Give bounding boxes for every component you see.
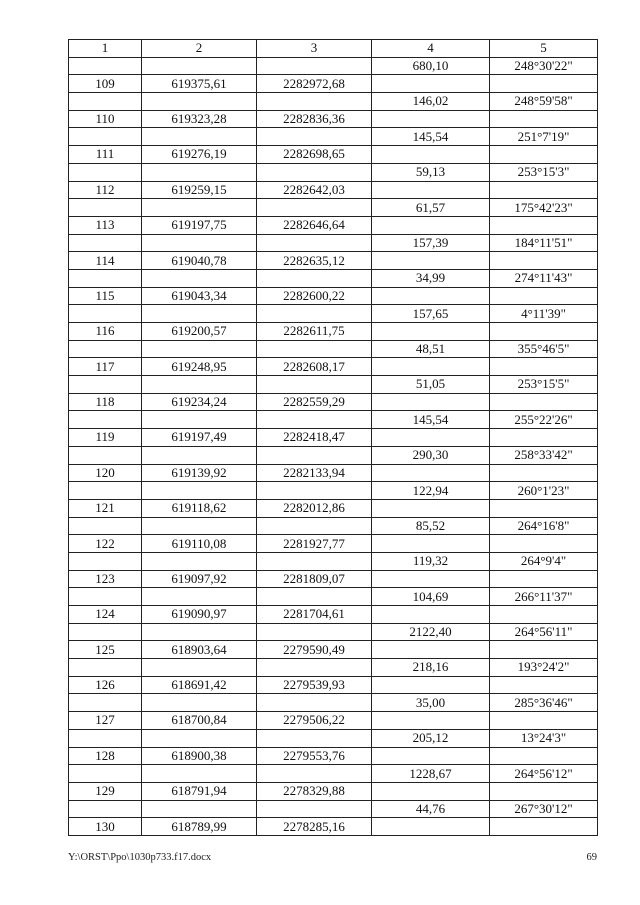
table-cell: 116 <box>69 323 142 341</box>
table-cell: 114 <box>69 252 142 270</box>
table-cell: 290,30 <box>372 446 490 464</box>
table-row <box>69 340 598 358</box>
table-cell: 258°33'42" <box>490 446 598 464</box>
table-cell <box>372 110 490 128</box>
table-cell <box>490 216 598 234</box>
table-cell: 618903,64 <box>142 641 257 659</box>
table-cell: 1228,67 <box>372 765 490 783</box>
table-cell <box>69 163 142 181</box>
table-cell <box>490 606 598 624</box>
table-cell <box>69 57 142 75</box>
table-cell: 175°42'23" <box>490 199 598 217</box>
table-cell: 2279590,49 <box>257 641 372 659</box>
table-cell <box>142 57 257 75</box>
table-row <box>69 800 598 818</box>
table-row <box>69 446 598 464</box>
table-cell: 145,54 <box>372 128 490 146</box>
column-header: 3 <box>257 40 372 58</box>
table-cell: 266°11'37" <box>490 588 598 606</box>
table-cell: 2282836,36 <box>257 110 372 128</box>
table-cell <box>257 659 372 677</box>
table-row <box>69 376 598 394</box>
page-number: 69 <box>586 852 597 863</box>
table-cell <box>69 305 142 323</box>
table-cell <box>69 800 142 818</box>
table-cell: 619040,78 <box>142 252 257 270</box>
table-cell <box>372 606 490 624</box>
table-cell: 619097,92 <box>142 570 257 588</box>
table-cell: 2281927,77 <box>257 535 372 553</box>
table-row <box>69 588 598 606</box>
table-cell: 193°24'2" <box>490 659 598 677</box>
table-cell <box>372 747 490 765</box>
table-cell <box>372 712 490 730</box>
table-cell <box>257 340 372 358</box>
table-cell <box>372 570 490 588</box>
table-cell <box>372 499 490 517</box>
table-cell: 113 <box>69 216 142 234</box>
table-cell: 253°15'5" <box>490 376 598 394</box>
table-cell: 618789,99 <box>142 818 257 836</box>
table-cell <box>490 676 598 694</box>
table-row <box>69 234 598 252</box>
table-row <box>69 393 598 411</box>
table-cell: 2282133,94 <box>257 464 372 482</box>
table-cell <box>142 199 257 217</box>
table-cell <box>142 128 257 146</box>
table-cell: 2282635,12 <box>257 252 372 270</box>
table-cell: 13°24'3" <box>490 729 598 747</box>
page-footer <box>68 852 597 868</box>
table-cell: 618700,84 <box>142 712 257 730</box>
table-cell: 115 <box>69 287 142 305</box>
table-cell <box>257 411 372 429</box>
table-cell: 619118,62 <box>142 499 257 517</box>
table-cell <box>372 323 490 341</box>
table-cell <box>490 181 598 199</box>
table-row <box>69 623 598 641</box>
table-cell: 619043,34 <box>142 287 257 305</box>
table-cell <box>257 163 372 181</box>
table-cell <box>142 800 257 818</box>
table-cell <box>69 411 142 429</box>
table-cell <box>372 358 490 376</box>
table-row <box>69 659 598 677</box>
table-cell <box>69 376 142 394</box>
column-header: 2 <box>142 40 257 58</box>
table-cell <box>490 499 598 517</box>
table-cell: 619323,28 <box>142 110 257 128</box>
table-cell: 127 <box>69 712 142 730</box>
table-row <box>69 57 598 75</box>
table-cell: 111 <box>69 146 142 164</box>
table-row <box>69 676 598 694</box>
table-cell: 157,39 <box>372 234 490 252</box>
table-cell <box>257 588 372 606</box>
table-cell: 117 <box>69 358 142 376</box>
table-cell <box>490 570 598 588</box>
table-cell <box>69 234 142 252</box>
table-cell: 2282600,22 <box>257 287 372 305</box>
table-cell <box>142 340 257 358</box>
table-cell: 122 <box>69 535 142 553</box>
table-row <box>69 606 598 624</box>
table-row <box>69 128 598 146</box>
table-cell <box>69 659 142 677</box>
table-cell <box>69 446 142 464</box>
table-cell: 253°15'3" <box>490 163 598 181</box>
table-cell <box>490 712 598 730</box>
table-cell: 680,10 <box>372 57 490 75</box>
column-header: 1 <box>69 40 142 58</box>
table-cell: 285°36'46" <box>490 694 598 712</box>
table-row <box>69 269 598 287</box>
table-row <box>69 358 598 376</box>
table-cell <box>69 517 142 535</box>
table-row <box>69 552 598 570</box>
table-cell: 48,51 <box>372 340 490 358</box>
table-cell: 2282698,65 <box>257 146 372 164</box>
table-cell <box>69 93 142 111</box>
table-cell: 44,76 <box>372 800 490 818</box>
table-cell <box>257 800 372 818</box>
table-cell <box>372 287 490 305</box>
table-row <box>69 163 598 181</box>
table-cell: 157,65 <box>372 305 490 323</box>
table-header-row <box>69 40 598 58</box>
table-cell: 274°11'43" <box>490 269 598 287</box>
table-cell: 2282012,86 <box>257 499 372 517</box>
table-cell: 264°9'4" <box>490 552 598 570</box>
table-cell <box>69 128 142 146</box>
table-cell <box>142 623 257 641</box>
table-cell: 119,32 <box>372 552 490 570</box>
table-cell <box>372 535 490 553</box>
table-cell <box>142 482 257 500</box>
table-cell: 104,69 <box>372 588 490 606</box>
table-cell <box>142 305 257 323</box>
table-cell <box>257 57 372 75</box>
table-cell: 619276,19 <box>142 146 257 164</box>
table-row <box>69 818 598 836</box>
table-cell <box>69 199 142 217</box>
table-cell <box>372 641 490 659</box>
column-header: 5 <box>490 40 598 58</box>
table-row <box>69 517 598 535</box>
table-cell <box>142 411 257 429</box>
table-cell: 146,02 <box>372 93 490 111</box>
table-cell: 251°7'19" <box>490 128 598 146</box>
table-cell <box>69 729 142 747</box>
table-cell <box>372 216 490 234</box>
table-cell: 85,52 <box>372 517 490 535</box>
table-cell <box>490 75 598 93</box>
table-cell: 121 <box>69 499 142 517</box>
table-cell <box>490 358 598 376</box>
table-cell <box>257 623 372 641</box>
table-cell <box>257 93 372 111</box>
coordinates-table <box>68 39 598 836</box>
table-row <box>69 782 598 800</box>
table-cell <box>490 464 598 482</box>
table-cell <box>69 623 142 641</box>
table-cell <box>257 376 372 394</box>
table-row <box>69 146 598 164</box>
table-cell: 145,54 <box>372 411 490 429</box>
table-row <box>69 570 598 588</box>
table-cell: 119 <box>69 429 142 447</box>
table-cell: 124 <box>69 606 142 624</box>
column-header: 4 <box>372 40 490 58</box>
table-cell: 355°46'5" <box>490 340 598 358</box>
table-cell <box>142 659 257 677</box>
table-cell: 618791,94 <box>142 782 257 800</box>
table-row <box>69 499 598 517</box>
table-cell: 61,57 <box>372 199 490 217</box>
table-cell <box>372 252 490 270</box>
table-cell: 109 <box>69 75 142 93</box>
table-cell <box>372 818 490 836</box>
table-cell <box>69 694 142 712</box>
table-row <box>69 747 598 765</box>
table-cell <box>257 446 372 464</box>
table-row <box>69 482 598 500</box>
table-cell <box>372 146 490 164</box>
table-cell <box>372 782 490 800</box>
table-cell: 2279539,93 <box>257 676 372 694</box>
table-row <box>69 305 598 323</box>
table-cell <box>372 393 490 411</box>
table-row <box>69 93 598 111</box>
table-cell <box>69 765 142 783</box>
table-cell: 126 <box>69 676 142 694</box>
table-row <box>69 729 598 747</box>
table-cell: 619234,24 <box>142 393 257 411</box>
table-row <box>69 252 598 270</box>
table-row <box>69 694 598 712</box>
table-row <box>69 181 598 199</box>
table-cell <box>142 234 257 252</box>
table-cell: 618900,38 <box>142 747 257 765</box>
table-cell: 619090,97 <box>142 606 257 624</box>
table-cell <box>142 163 257 181</box>
table-cell: 267°30'12" <box>490 800 598 818</box>
table-cell: 130 <box>69 818 142 836</box>
table-cell <box>490 429 598 447</box>
table-row <box>69 712 598 730</box>
table-cell: 619197,49 <box>142 429 257 447</box>
table-cell <box>372 429 490 447</box>
table-cell <box>142 269 257 287</box>
table-cell <box>257 199 372 217</box>
table-cell <box>257 552 372 570</box>
table-cell <box>142 552 257 570</box>
table-row <box>69 323 598 341</box>
table-cell: 619139,92 <box>142 464 257 482</box>
table-cell <box>69 552 142 570</box>
table-cell <box>490 535 598 553</box>
table-cell: 4°11'39" <box>490 305 598 323</box>
table-cell <box>490 252 598 270</box>
table-cell: 129 <box>69 782 142 800</box>
table-row <box>69 110 598 128</box>
table-cell <box>69 269 142 287</box>
table-cell <box>257 128 372 146</box>
table-cell: 2281809,07 <box>257 570 372 588</box>
table-cell: 2282608,17 <box>257 358 372 376</box>
table-cell <box>257 729 372 747</box>
table-cell <box>257 765 372 783</box>
table-cell: 51,05 <box>372 376 490 394</box>
file-path: Y:\ORST\Ppo\1030p733.f17.docx <box>68 852 212 863</box>
table-row <box>69 216 598 234</box>
table-row <box>69 765 598 783</box>
table-cell <box>490 323 598 341</box>
table-cell: 2282972,68 <box>257 75 372 93</box>
table-row <box>69 464 598 482</box>
table-cell: 618691,42 <box>142 676 257 694</box>
table-cell: 2282642,03 <box>257 181 372 199</box>
table-cell <box>372 75 490 93</box>
table-cell: 34,99 <box>372 269 490 287</box>
table-cell: 2281704,61 <box>257 606 372 624</box>
table-cell <box>69 482 142 500</box>
table-cell <box>257 234 372 252</box>
table-cell <box>142 376 257 394</box>
table-cell: 619110,08 <box>142 535 257 553</box>
table-body <box>69 57 598 835</box>
table-cell: 248°59'58" <box>490 93 598 111</box>
table-cell: 2279553,76 <box>257 747 372 765</box>
table-cell: 120 <box>69 464 142 482</box>
table-cell <box>372 181 490 199</box>
table-cell: 619375,61 <box>142 75 257 93</box>
table-cell: 264°56'12" <box>490 765 598 783</box>
table-cell <box>142 729 257 747</box>
table-cell <box>490 393 598 411</box>
table-cell: 125 <box>69 641 142 659</box>
table-cell <box>257 517 372 535</box>
table-cell <box>257 694 372 712</box>
table-cell: 123 <box>69 570 142 588</box>
table-cell <box>257 482 372 500</box>
table-cell <box>69 588 142 606</box>
table-cell: 2282559,29 <box>257 393 372 411</box>
table-cell <box>142 694 257 712</box>
table-row <box>69 535 598 553</box>
table-cell <box>142 588 257 606</box>
table-cell: 184°11'51" <box>490 234 598 252</box>
table-cell: 205,12 <box>372 729 490 747</box>
table-cell: 619259,15 <box>142 181 257 199</box>
table-cell <box>142 517 257 535</box>
table-cell: 2278329,88 <box>257 782 372 800</box>
table-cell <box>490 641 598 659</box>
table-cell: 255°22'26" <box>490 411 598 429</box>
table-cell: 619200,57 <box>142 323 257 341</box>
table-cell: 59,13 <box>372 163 490 181</box>
table-cell: 2278285,16 <box>257 818 372 836</box>
table-cell <box>372 464 490 482</box>
table-cell <box>142 93 257 111</box>
table-cell: 110 <box>69 110 142 128</box>
table-cell: 260°1'23" <box>490 482 598 500</box>
table-cell: 2282418,47 <box>257 429 372 447</box>
table-cell: 218,16 <box>372 659 490 677</box>
table-cell: 264°16'8" <box>490 517 598 535</box>
table-cell <box>490 146 598 164</box>
table-cell: 2282611,75 <box>257 323 372 341</box>
table-cell <box>372 676 490 694</box>
table-cell: 112 <box>69 181 142 199</box>
table-cell: 248°30'22" <box>490 57 598 75</box>
table-row <box>69 199 598 217</box>
table-row <box>69 411 598 429</box>
table-row <box>69 429 598 447</box>
table-cell <box>142 446 257 464</box>
table-cell <box>142 765 257 783</box>
table-cell: 2122,40 <box>372 623 490 641</box>
table-cell <box>257 305 372 323</box>
table-cell: 122,94 <box>372 482 490 500</box>
table-cell: 2279506,22 <box>257 712 372 730</box>
table-row <box>69 641 598 659</box>
table-cell: 128 <box>69 747 142 765</box>
table-row <box>69 75 598 93</box>
table-cell <box>490 747 598 765</box>
table-cell <box>490 818 598 836</box>
table-cell: 619197,75 <box>142 216 257 234</box>
table-cell <box>490 782 598 800</box>
table-row <box>69 287 598 305</box>
table-cell: 264°56'11" <box>490 623 598 641</box>
table-cell <box>69 340 142 358</box>
table-cell: 118 <box>69 393 142 411</box>
table-cell: 35,00 <box>372 694 490 712</box>
table-cell: 619248,95 <box>142 358 257 376</box>
table-cell <box>257 269 372 287</box>
table-cell <box>490 287 598 305</box>
table-cell <box>490 110 598 128</box>
table-cell: 2282646,64 <box>257 216 372 234</box>
